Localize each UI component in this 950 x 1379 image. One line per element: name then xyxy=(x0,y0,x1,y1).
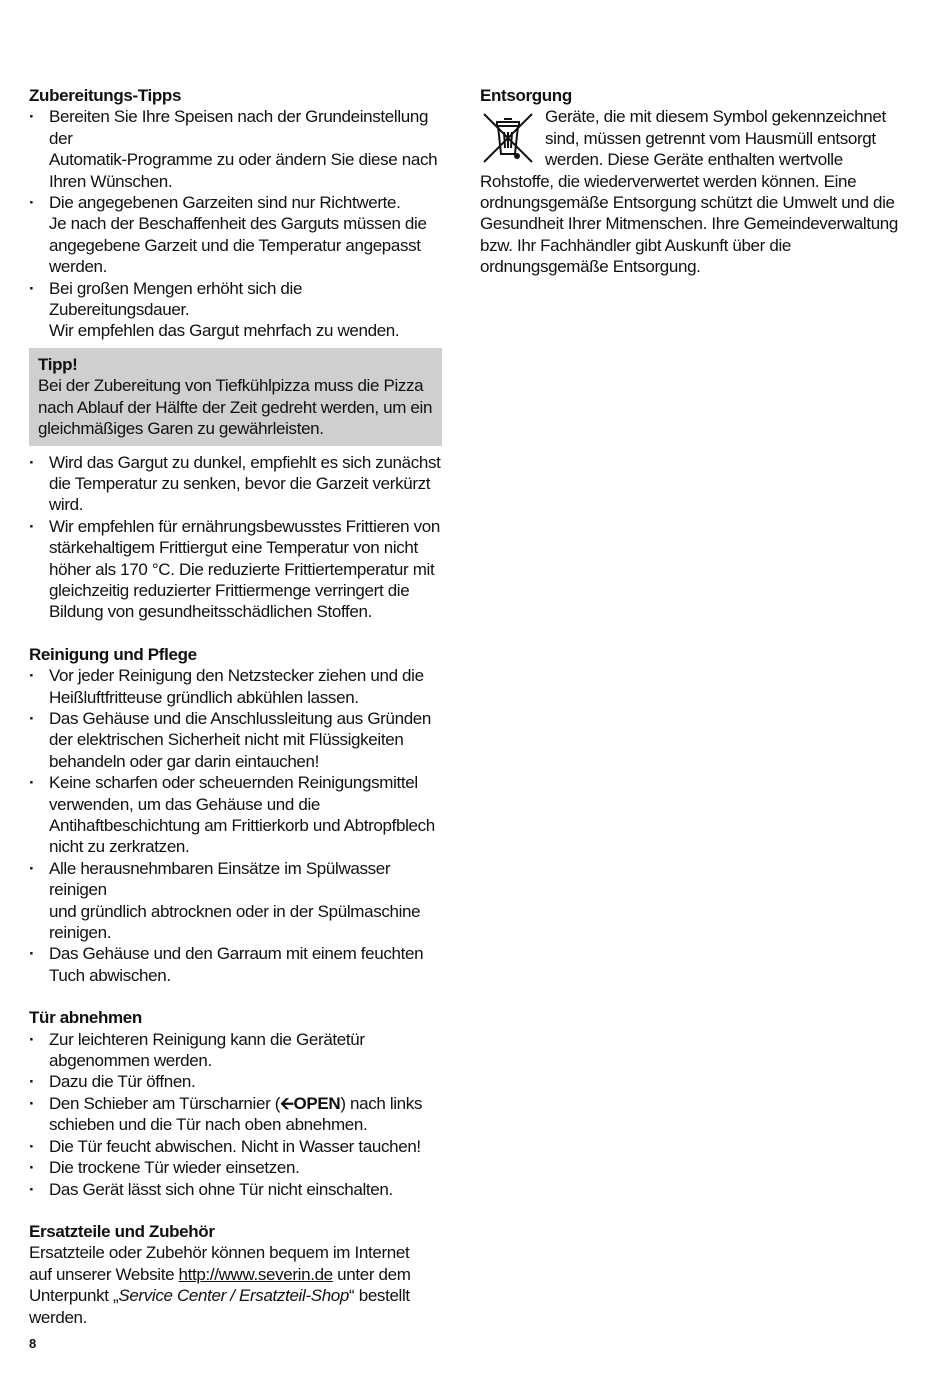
list-item: · Vor jeder Reinigung den Netzstecker ziehen und die Heißluftfritteuse gründlich abkühlen lassen. xyxy=(29,665,445,708)
tip-text: Bei der Zubereitung von Tiefkühlpizza muss die Pizza xyxy=(38,376,424,396)
list-item: · Alle herausnehmbaren Einsätze im Spülwasser reinigen und gründlich abtrocknen oder in der Spülmaschine reinigen. xyxy=(29,858,445,944)
list-item: · Den Schieber am Türscharnier (🡨OPEN) nach links schieben und die Tür nach oben abnehmen. xyxy=(29,1093,445,1136)
open-label: OPEN xyxy=(293,1093,341,1113)
list-item: · Keine scharfen oder scheuernden Reinigungsmittel verwenden, um das Gehäuse und die Antihaftbeschichtung am Frittierkorb und Abtropfblech nicht zu zerkratzen. xyxy=(29,772,445,858)
list-item: · Bereiten Sie Ihre Speisen nach der Grundeinstellung der Automatik-Programme zu oder ändern Sie diese nach Ihren Wünschen. xyxy=(29,106,445,192)
section-spare-parts: Ersatzteile und Zubehör Ersatzteile oder Zubehör können bequem im Internet auf unserer Website http://www.severin.de unter dem Unterpunkt „Service Center / Ersatzteil-Shop“ bestellt werden. xyxy=(29,1221,445,1328)
tip-title: Tipp! xyxy=(38,354,78,374)
website-link[interactable]: http://www.severin.de xyxy=(178,1264,333,1284)
left-column xyxy=(29,85,445,1349)
arrow-left-icon: 🡨 xyxy=(280,1093,294,1113)
list-item: · Die trockene Tür wieder einsetzen. xyxy=(29,1157,445,1178)
list-item: · Wird das Gargut zu dunkel, empfiehlt es sich zunächst die Temperatur zu senken, bevor die Garzeit verkürzt wird. xyxy=(29,452,445,516)
preparation-tips-list-b xyxy=(29,452,445,623)
list-item: · Das Gerät lässt sich ohne Tür nicht einschalten. xyxy=(29,1179,445,1200)
heading-spare-parts: Ersatzteile und Zubehör xyxy=(29,1221,215,1241)
door-removal-list xyxy=(29,1029,445,1200)
crossed-out-wheelie-bin-icon xyxy=(480,110,536,166)
section-door-removal xyxy=(29,1007,445,1200)
right-column xyxy=(480,85,900,299)
preparation-tips-list-a xyxy=(29,106,445,341)
list-item: · Bei großen Mengen erhöht sich die Zubereitungsdauer. Wir empfehlen das Gargut mehrfach zu wenden. xyxy=(29,278,445,342)
list-item: · Das Gehäuse und die Anschlussleitung aus Gründen der elektrischen Sicherheit nicht mit Flüssigkeiten behandeln oder gar darin eintauchen! xyxy=(29,708,445,772)
tip-box xyxy=(29,348,442,446)
tip-text: gleichmäßiges Garen zu gewährleisten. xyxy=(38,419,324,439)
service-center-label: Service Center / Ersatzteil-Shop xyxy=(118,1286,350,1306)
heading-cleaning: Reinigung und Pflege xyxy=(29,644,197,664)
list-item: · Dazu die Tür öffnen. xyxy=(29,1071,445,1092)
cleaning-list xyxy=(29,665,445,986)
section-preparation-tips xyxy=(29,85,445,623)
heading-disposal: Entsorgung xyxy=(480,86,572,105)
heading-door-removal: Tür abnehmen xyxy=(29,1008,142,1028)
section-cleaning xyxy=(29,644,445,987)
list-item: · Die Tür feucht abwischen. Nicht in Wasser tauchen! xyxy=(29,1136,445,1157)
heading-preparation-tips: Zubereitungs-Tipps xyxy=(29,86,182,105)
section-disposal: Entsorgung Geräte, die mit diesem Symbol gekennzeichnet sind, müssen getrennt vom Hausmüll entsorgt werden. Diese Geräte enthalten wertvolle Rohstoffe, die wiederverwertet werden können. Eine ordnungsgemäße Entsorgung schützt die Umwelt und die Gesundheit Ihrer Mitmenschen. Ihre Gemeindeverwaltung bzw. Ihr Fachhändler gibt Auskunft über die ordnungsgemäße Entsorgung. xyxy=(480,86,899,277)
list-item: · Wir empfehlen für ernährungsbewusstes Frittieren von stärkehaltigem Frittiergut eine Temperatur von nicht höher als 170 °C. Die reduzierte Frittiertemperatur mit gleichzeitig reduzierter Frittiermenge verringert die Bildung von gesundheitsschädlichen Stoffen. xyxy=(29,516,445,623)
tip-text: nach Ablauf der Hälfte der Zeit gedreht werden, um ein xyxy=(38,397,433,417)
list-item: · Das Gehäuse und den Garraum mit einem feuchten Tuch abwischen. xyxy=(29,943,445,986)
list-item: · Zur leichteren Reinigung kann die Gerätetür abgenommen werden. xyxy=(29,1029,445,1072)
list-item: · Die angegebenen Garzeiten sind nur Richtwerte. Je nach der Beschaffenheit des Garguts müssen die angegebene Garzeit und die Temperatur angepasst werden. xyxy=(29,192,445,278)
page-number: 8 xyxy=(29,1336,37,1351)
disposal-indented-text: Geräte, die mit diesem Symbol gekennzeichnet sind, müssen getrennt vom Hausmüll entsorgt werden. Diese Geräte enthalten wertvolle xyxy=(545,107,886,170)
